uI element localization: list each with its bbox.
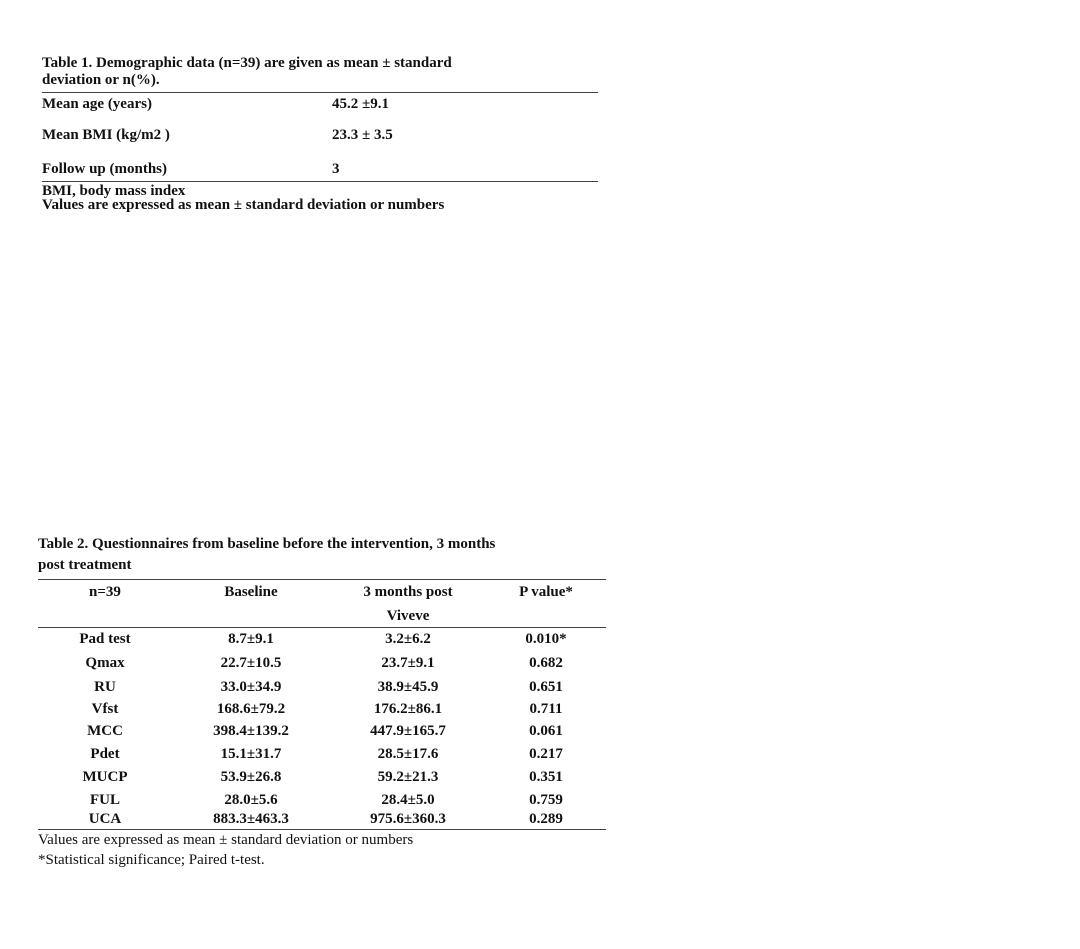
table2-cell-baseline: 883.3±463.3 — [213, 811, 289, 827]
table1-notes — [42, 184, 598, 212]
table2-cell-pvalue: 0.651 — [529, 679, 563, 695]
table1-note: Values are expressed as mean ± standard deviation or numbers — [42, 197, 445, 213]
table2-cell-baseline: 8.7±9.1 — [228, 631, 274, 647]
table2-cell-baseline: 15.1±31.7 — [220, 746, 282, 762]
table-row — [38, 628, 606, 652]
table1-row-label: Mean age (years) — [42, 96, 152, 112]
table1-body — [42, 92, 598, 182]
table2-cell-post: 23.7±9.1 — [381, 655, 435, 671]
table1-row — [42, 124, 598, 157]
table2-header-post-line2: Viveve — [386, 608, 430, 624]
table2-cell-post: 447.9±165.7 — [370, 723, 446, 739]
table1-row-label: Follow up (months) — [42, 161, 168, 177]
table1-row — [42, 157, 598, 181]
table2-header-pvalue: P value* — [519, 584, 573, 600]
table2-cell-pvalue: 0.010* — [525, 631, 567, 647]
table2-cell-pvalue: 0.351 — [529, 769, 563, 785]
table2-body — [38, 579, 606, 830]
table1-row-label: Mean BMI (kg/m2 ) — [42, 127, 170, 143]
table2-header-n: n=39 — [89, 584, 121, 600]
table1-caption-line1: Table 1. Demographic data (n=39) are given as mean ± standard — [42, 55, 452, 71]
table2-caption — [38, 534, 606, 576]
table2-cell-baseline: 28.0±5.6 — [224, 792, 278, 808]
table2-header-baseline: Baseline — [224, 584, 278, 600]
table1-caption — [42, 55, 598, 89]
table2-cell-pvalue: 0.711 — [529, 701, 563, 717]
table2-note: Values are expressed as mean ± standard deviation or numbers — [38, 832, 414, 848]
table2-header-post — [330, 580, 486, 627]
table2-cell-post: 975.6±360.3 — [370, 811, 446, 827]
table2-cell-post: 59.2±21.3 — [377, 769, 439, 785]
table2-cell-post: 38.9±45.9 — [377, 679, 439, 695]
table1-row — [42, 93, 598, 124]
table2-caption-line2: post treatment — [38, 557, 132, 573]
table2-cell-name: RU — [94, 679, 116, 695]
table2 — [38, 534, 606, 870]
table-row — [38, 698, 606, 720]
table2-cell-post: 176.2±86.1 — [373, 701, 443, 717]
table2-cell-baseline: 398.4±139.2 — [213, 723, 289, 739]
table2-cell-baseline: 22.7±10.5 — [220, 655, 282, 671]
table2-cell-name: MCC — [87, 723, 123, 739]
table2-cell-name: Vfst — [91, 701, 119, 717]
table2-cell-name: MUCP — [82, 769, 128, 785]
table-row — [38, 743, 606, 766]
table2-cell-name: FUL — [90, 792, 120, 808]
table1-row-value: 23.3 ± 3.5 — [332, 127, 393, 143]
table1 — [42, 55, 598, 212]
table-row — [38, 810, 606, 829]
table2-cell-baseline: 53.9±26.8 — [220, 769, 282, 785]
table2-cell-pvalue: 0.289 — [529, 811, 563, 827]
table-row — [38, 789, 606, 810]
table2-cell-baseline: 168.6±79.2 — [216, 701, 286, 717]
table-row — [38, 720, 606, 743]
table2-cell-post: 3.2±6.2 — [385, 631, 431, 647]
table2-caption-line1: Table 2. Questionnaires from baseline before the intervention, 3 months — [38, 536, 496, 552]
table2-note: *Statistical significance; Paired t-test. — [38, 852, 265, 868]
table2-cell-baseline: 33.0±34.9 — [220, 679, 282, 695]
table1-row-value: 45.2 ±9.1 — [332, 96, 389, 112]
table1-caption-line2: deviation or n(%). — [42, 72, 160, 88]
table1-note: BMI, body mass index — [42, 183, 186, 199]
table2-header-post-line1: 3 months post — [363, 584, 453, 600]
table-row — [38, 676, 606, 698]
table2-cell-name: Qmax — [85, 655, 125, 671]
table2-cell-pvalue: 0.682 — [529, 655, 563, 671]
table2-cell-name: UCA — [88, 811, 122, 827]
table2-cell-post: 28.4±5.0 — [381, 792, 435, 808]
table2-header-row — [38, 580, 606, 628]
table2-cell-post: 28.5±17.6 — [377, 746, 439, 762]
table-row — [38, 652, 606, 676]
table2-notes — [38, 830, 606, 870]
table2-cell-pvalue: 0.759 — [529, 792, 563, 808]
table2-cell-name: Pdet — [90, 746, 120, 762]
table1-row-value: 3 — [332, 161, 340, 177]
table2-cell-name: Pad test — [79, 631, 131, 647]
table2-cell-pvalue: 0.061 — [529, 723, 563, 739]
table2-cell-pvalue: 0.217 — [529, 746, 563, 762]
table-row — [38, 766, 606, 789]
